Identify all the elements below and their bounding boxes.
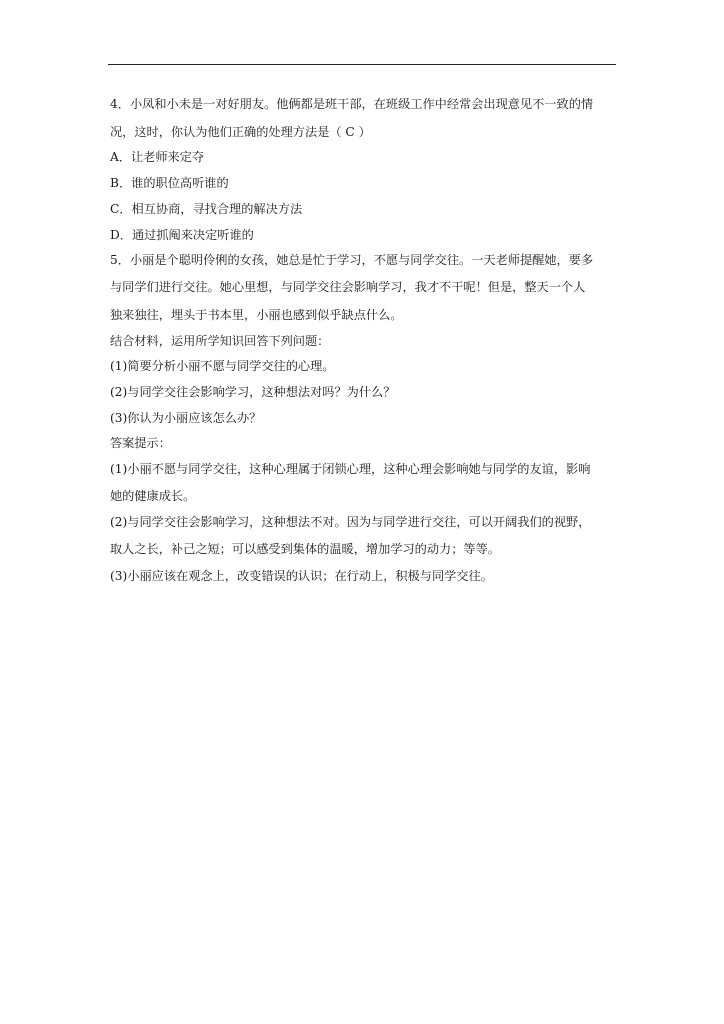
header-rule (108, 64, 616, 65)
question-4-option-b: B．谁的职位高听谁的 (110, 176, 229, 190)
question-5-sub-2: (2)与同学交往会影响学习，这种想法对吗？为什么？ (110, 385, 396, 399)
question-5-line-3: 独来独往，埋头于书本里，小丽也感到似乎缺点什么。 (110, 308, 403, 322)
question-5-line-2: 与同学们进行交往。她心里想，与同学交往会影响学习，我才不干呢！但是，整天一个人 (110, 280, 586, 294)
question-4-line-2: 况，这时，你认为他们正确的处理方法是（ C ） (110, 125, 371, 139)
question-4-option-a: A．让老师来定夺 (110, 150, 205, 164)
question-5-sub-1: (1)简要分析小丽不愿与同学交往的心理。 (110, 359, 335, 373)
question-4-line-1: 4．小凤和小未是一对好朋友。他俩都是班干部，在班级工作中经常会出现意见不一致的情 (110, 97, 594, 111)
question-5-instruction: 结合材料，运用所学知识回答下列问题： (110, 334, 330, 348)
answer-3-line-1: (3)小丽应该在观念上，改变错误的认识；在行动上，积极与同学交往。 (110, 569, 493, 583)
answer-2-line-2: 取人之长，补己之短；可以感受到集体的温暖，增加学习的动力；等等。 (110, 542, 500, 556)
answer-2-line-1: (2)与同学交往会影响学习，这种想法不对。因为与同学进行交往，可以开阔我们的视野， (110, 515, 591, 529)
answer-heading: 答案提示： (110, 436, 171, 450)
question-4-option-d: D．通过抓阄来决定听谁的 (110, 228, 254, 242)
question-4-option-c: C．相互协商，寻找合理的解决方法 (110, 202, 303, 216)
answer-1-line-2: 她的健康成长。 (110, 489, 196, 503)
question-5-sub-3: (3)你认为小丽应该怎么办？ (110, 411, 262, 425)
answer-1-line-1: (1)小丽不愿与同学交往，这种心理属于闭锁心理，这种心理会影响她与同学的友谊，影响 (110, 462, 591, 476)
question-5-line-1: 5．小丽是个聪明伶俐的女孩，她总是忙于学习，不愿与同学交往。一天老师提醒她，要多 (110, 253, 594, 267)
